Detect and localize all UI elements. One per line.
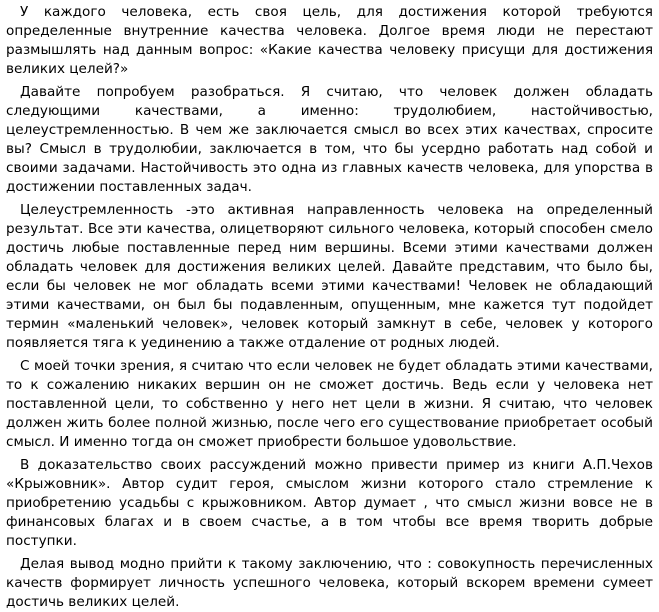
paragraph-purposefulness: Целеустремленность -это активная направленность человека на определенный результат. Все эти качества, олицетворяют сильного человека, который способен смело достичь любые поставленные перед ним вершины. Всеми этими качествами должен обладать человек для достижения великих целей. Давайте представим, что было бы, если бы человек не мог обладать всеми этими качествами! Человек не обладающий этими качествами, он был бы подавленным, опущенным, мне кажется тут подойдет термин «маленький человек», человек который замкнут в себе, человек у которого появляется тяга к уединению а также отдаление от родных людей.	[6, 202, 653, 351]
paragraph-qualities: Давайте попробуем разобраться. Я считаю, что человек должен обладать следующими качествами, а именно: трудолюбием, настойчивостью, целеустремленностью. В чем же заключается смысл во всех этих качествах, спросите вы? Смысл в трудолюбии, заключается в том, что бы усердно работать над собой и своими задачами. Настойчивость это одна из главных качеств человека, для упорства в достижении поставленных задач.	[6, 84, 653, 195]
paragraph-opinion: С моей точки зрения, я считаю что если человек не будет обладать этими качествами, то к сожалению никаких вершин он не сможет достичь. Ведь если у человека нет поставленной цели, то собственно у него нет цели в жизни. Я считаю, что человек должен жить более полной жизнью, после чего его существование приобретает особый смысл. И именно тогда он сможет приобрести большое удовольствие.	[6, 358, 653, 450]
paragraph-example: В доказательство своих рассуждений можно привести пример из книги А.П.Чехов «Крыжовник». Автор судит героя, смыслом жизни которого стало стремление к приобретению усадьбы с крыжовником. Автор думает , что смысл жизни вовсе не в финансовых благах и в своем счастье, а в том чтобы все время творить добрые поступки.	[6, 457, 653, 549]
paragraph-intro: У каждого человека, есть своя цель, для достижения которой требуются определенные внутренние качества человека. Долгое время люди не перестают размышлять над данным вопрос: «Какие качества человеку присущи для достижения великих целей?»	[6, 4, 653, 77]
paragraph-conclusion: Делая вывод модно прийти к такому заключению, что : совокупность перечисленных качеств формирует личность успешного человека, который вскорем времени сумеет достичь великих целей.	[6, 556, 653, 610]
